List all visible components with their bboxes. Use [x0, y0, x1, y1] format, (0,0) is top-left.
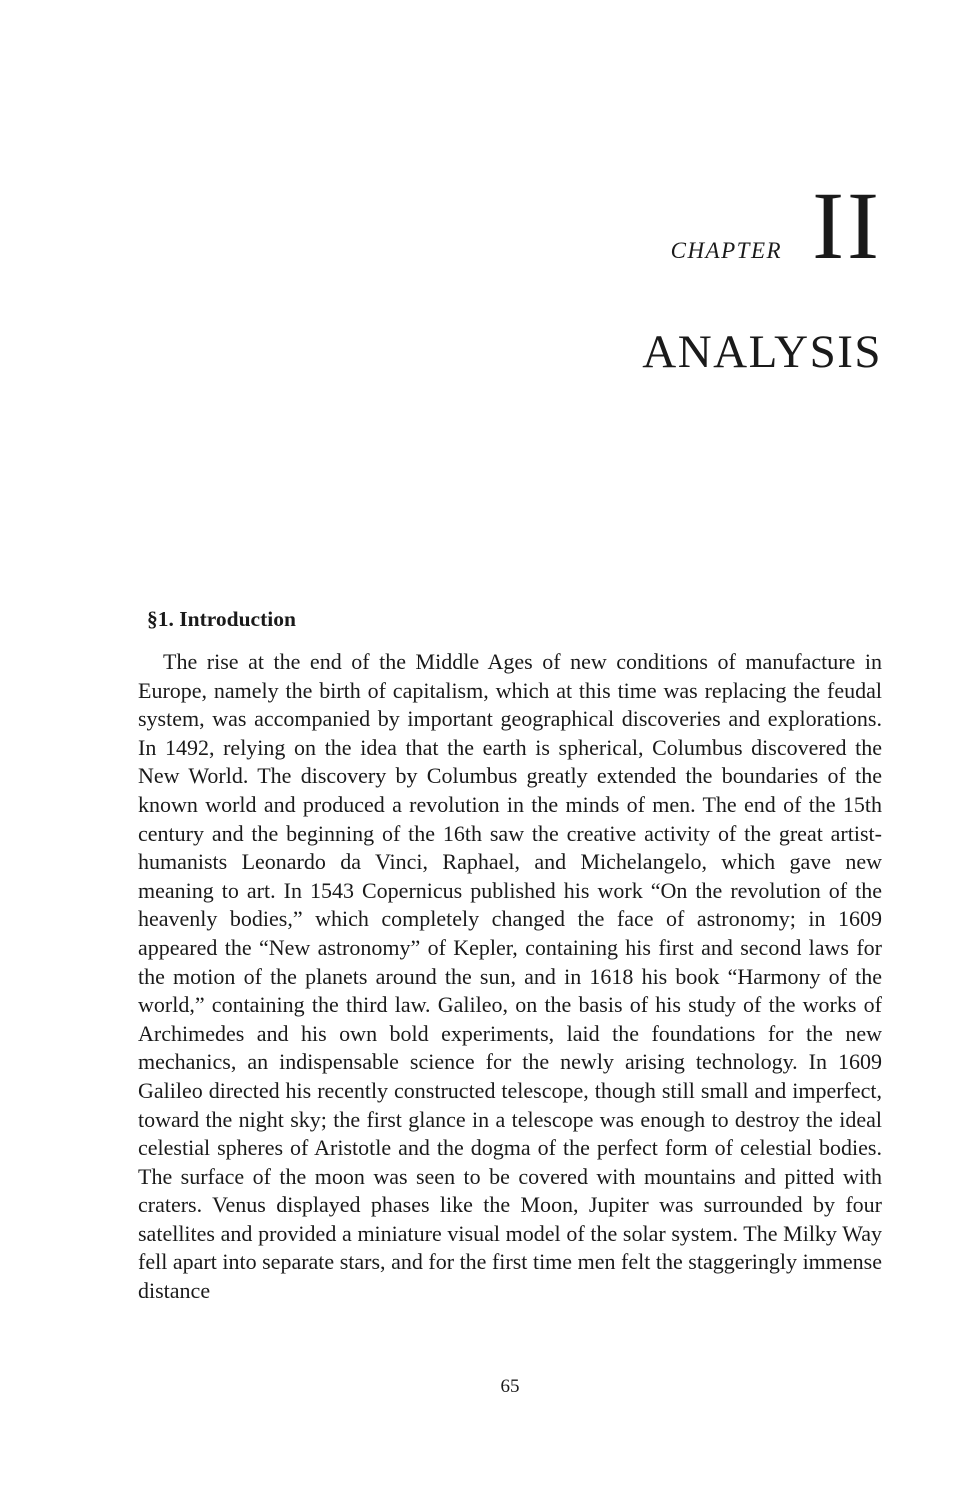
chapter-title: ANALYSIS	[642, 326, 882, 378]
body-paragraph: The rise at the end of the Middle Ages of new conditions of manufacture in Europe, namely the birth of capitalism, which at this time was replacing the feudal system, was accompanied by important geographical discoveries and explorations. In 1492, relying on the idea that the earth is spherical, Columbus discovered the New World. The discovery by Columbus greatly extended the boundaries of the known world and produced a revolution in the minds of men. The end of the 15th century and the beginning of the 16th saw the creative activity of the great artist-humanists Leonardo da Vinci, Raphael, and Michelangelo, which gave new meaning to art. In 1543 Copernicus published his work “On the revolution of the heavenly bodies,” which completely changed the face of astronomy; in 1609 appeared the “New astronomy” of Kepler, containing his first and second laws for the motion of the planets around the sun, and in 1618 his book “Harmony of the world,” containing the third law. Galileo, on the basis of his study of the works of Archimedes and his own bold experiments, laid the foundations for the new mechanics, an indispensable science for the newly arising technology. In 1609 Galileo directed his recently constructed telescope, though still small and imperfect, toward the night sky; the first glance in a telescope was enough to destroy the ideal celestial spheres of Aristotle and the dogma of the perfect form of celestial bodies. The surface of the moon was seen to be covered with mountains and pitted with craters. Venus displayed phases like the Moon, Jupiter was surrounded by four satellites and provided a miniature visual model of the solar system. The Milky Way fell apart into separate stars, and for the first time men felt the staggeringly immense distance	[138, 649, 882, 1304]
chapter-label: CHAPTER	[670, 238, 783, 263]
chapter-number: II	[812, 172, 882, 279]
chapter-heading	[670, 172, 882, 279]
section-heading: §1. Introduction	[147, 607, 296, 631]
page-number: 65	[500, 1376, 520, 1397]
